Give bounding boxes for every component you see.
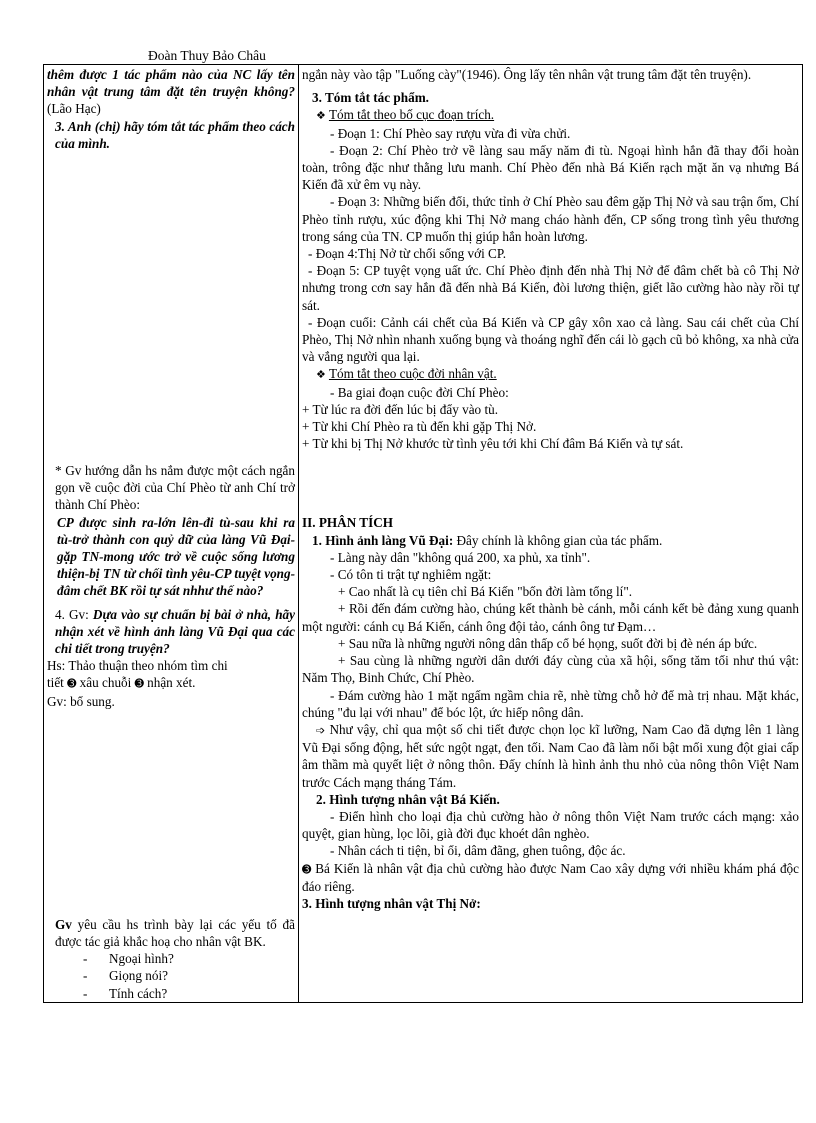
gv-intro: * Gv hướng dẫn hs nắm được một cách ngắn gọn về cuộc đời của Chí Phèo từ anh Chí trở thành Chí Phèo:: [55, 463, 295, 513]
list-item: - Giọng nói?: [83, 968, 168, 984]
summary-part-5: - Đoạn 5: CP tuyệt vọng uất ức. Chí Phèo định đến nhà Thị Nở để đâm chết bà cô Thị Nở nhưng trong cơn say hắn đã đến nhà Bá Kiến, đòi lương thiện, giết lão cường hào này rồi tự sát.: [302, 263, 799, 313]
life-stage-3: + Từ khi bị Thị Nở khước từ tình yêu tới khi Chí đâm Bá Kiến và tự sát.: [302, 436, 684, 452]
list-item: - Tính cách?: [83, 985, 168, 1001]
summary-by-structure: ❖ Tóm tắt theo bố cục đoạn trích.: [316, 107, 495, 123]
analysis-1-item: - Có tôn ti trật tự nghiêm ngặt:: [330, 567, 492, 583]
question-2-continued: thêm được 1 tác phẩm nào của NC lấy tên nhân vật trung tâm đặt tên truyện không?(Lão Hạc): [47, 67, 295, 117]
summary-part-6: - Đoạn cuối: Cảnh cái chết của Bá Kiến và CP gây xôn xao cả làng. Sau cái chết của Chí Phèo, Thị Nở nhìn nhanh xuống bụng và thoáng nghĩ đến cái lò gạch cũ bỏ không, xa nhà cửa và vắng người qua lại.: [302, 314, 799, 365]
analysis-2-title: 2. Hình tượng nhân vật Bá Kiến.: [316, 791, 500, 807]
summary-by-life: ❖ Tóm tắt theo cuộc đời nhân vật.: [316, 366, 497, 382]
analysis-1-item: + Sau cùng là những người dân dưới đáy cùng của xã hội, sống tăm tối như thú vật: Năm Thọ, Binh Chức, Chí Phèo.: [302, 653, 799, 686]
analysis-1-conclusion: ➩ Như vậy, chỉ qua một số chi tiết được chọn lọc kĩ lưỡng, Nam Cao đã dựng lên 1 làng Vũ Đại sống động, hết sức ngột ngạt, đen tối. Nam Cao đã làm nổi bật mối xung đột giai cấp âm thầm mà quyết liệt ở nông thôn. Đấy chính là hình ảnh thu nhỏ của nông thôn Việt Nam trước Cách mạng tháng Tám.: [302, 721, 799, 790]
analysis-2-conclusion: ➌ Bá Kiến là nhân vật địa chủ cường hào được Nam Cao xây dựng với nhiều khám phá độc đáo riêng.: [302, 860, 799, 894]
numbered-bullet-icon: ➌: [302, 862, 312, 876]
analysis-1-item: + Rồi đến đám cường hào, chúng kết thành bè cánh, mỗi cánh kết bè đảng xung quanh một người: cánh cụ Bá Kiến, cánh ông đội tảo, cánh ông tư Đạm…: [302, 601, 799, 634]
intro-paragraph: ngắn này vào tập "Luống cày"(1946). Ông lấy tên nhân vật trung tâm đặt tên truyện).: [302, 67, 752, 82]
numbered-bullet-icon: ➌: [67, 677, 77, 691]
analysis-1-item: + Sau nữa là những người nông dân thấp cổ bé họng, suốt đời bị đè nén áp bức.: [338, 635, 758, 651]
section-2-title: II. PHÂN TÍCH: [302, 515, 393, 531]
numbered-bullet-icon: ➌: [134, 677, 144, 691]
summary-part-2: - Đoạn 2: Chí Phèo trở về làng sau mấy năm đi tù. Ngoại hình hắn đã thay đổi hoàn toàn, trông đặc như thằng lưu manh. Chí Phèo đến nhà Bá Kiến rạch mặt ăn vạ nhưng Bá Kiến đã xử êm vụ này.: [302, 142, 799, 193]
analysis-1-heading: 1. Hình ảnh làng Vũ Đại: Đây chính là không gian của tác phẩm.: [312, 532, 663, 548]
section-3-title: 3. Tóm tắt tác phẩm.: [312, 90, 429, 106]
summary-part-1: - Đoạn 1: Chí Phèo say rượu vừa đi vừa chửi.: [330, 125, 571, 141]
question-2-answer: (Lão Hạc): [47, 101, 101, 117]
hs-instruction-line2: tiết ➌ xâu chuỗi ➌ nhận xét.: [47, 675, 196, 691]
life-stages: - Ba giai đoạn cuộc đời Chí Phèo:: [330, 384, 509, 400]
life-stage-1: + Từ lúc ra đời đến lúc bị đẩy vào tù.: [302, 401, 499, 417]
analysis-1-item: - Làng này dân "không quá 200, xa phủ, xa tỉnh".: [330, 549, 591, 565]
diamond-bullet-icon: ❖: [316, 109, 326, 123]
content-column: [299, 65, 803, 1003]
analysis-1-item: - Đám cường hào 1 mặt ngấm ngầm chia rẽ, nhè từng chỗ hở để mà trị nhau. Mặt khác, chúng "đu lại với nhau" để bóc lột, ức hiếp nông dân.: [302, 687, 799, 720]
arrow-right-icon: ➩: [316, 723, 326, 737]
question-4: 4. Gv: Dựa vào sự chuẩn bị bài ở nhà, hãy nhận xét về hình ảnh làng Vũ Đại qua các chi tiết trong truyện?: [55, 606, 295, 657]
life-stage-2: + Từ khi Chí Phèo ra tù đến khi gặp Thị Nở.: [302, 419, 537, 435]
author-header: Đoàn Thuy Bảo Châu: [148, 48, 266, 63]
analysis-2-item: - Nhân cách ti tiện, bỉ ổi, dâm đãng, ghen tuông, độc ác.: [330, 843, 626, 859]
gv-request: Gv yêu cầu hs trình bày lại các yếu tố đã được tác giả khắc hoạ cho nhân vật BK.: [55, 916, 295, 950]
analysis-3-title: 3. Hình tượng nhân vật Thị Nở:: [302, 895, 481, 911]
diamond-bullet-icon: ❖: [316, 368, 326, 382]
gv-supplement: Gv: bổ sung.: [47, 693, 115, 709]
question-3: 3. Anh (chị) hãy tóm tắt tác phẩm theo cách của mình.: [55, 118, 295, 151]
summary-part-3: - Đoạn 3: Những biến đổi, thức tỉnh ở Chí Phèo sau đêm gặp Thị Nở và sau trận ốm, Chí Phèo tỉnh rượu, xúc động khi Thị Nở mang cháo hành đến, CP sống trong tình yêu thương trong sáng của TN. CP muốn thị giúp hắn hoàn lương.: [302, 194, 799, 244]
gv-question: CP được sinh ra-lớn lên-đi tù-sau khi ra tù-trở thành con quỷ dữ của làng Vũ Đại-gặp TN-mong ước trở về cuộc sống lương thiện-bị TN từ chối tình yêu-CP tuyệt vọng-đâm chết BK rồi tự sát nhhư thế nào?: [57, 514, 295, 599]
analysis-1-item: + Cao nhất là cụ tiên chỉ Bá Kiến "bốn đời làm tổng lí".: [338, 584, 633, 600]
hs-instruction-line1: Hs: Thảo thuận theo nhóm tìm chi: [47, 658, 228, 674]
analysis-2-item: - Điển hình cho loại địa chủ cường hào ở nông thôn Việt Nam trước cách mạng: xảo quyệt, gian hùng, lọc lõi, già đời đục khoét dân nghèo.: [302, 808, 799, 842]
list-item: - Ngoại hình?: [83, 951, 174, 967]
lesson-table: [43, 64, 803, 1003]
summary-part-4: - Đoạn 4:Thị Nở từ chối sống với CP.: [308, 246, 507, 262]
teacher-activity-column: [44, 65, 299, 1003]
